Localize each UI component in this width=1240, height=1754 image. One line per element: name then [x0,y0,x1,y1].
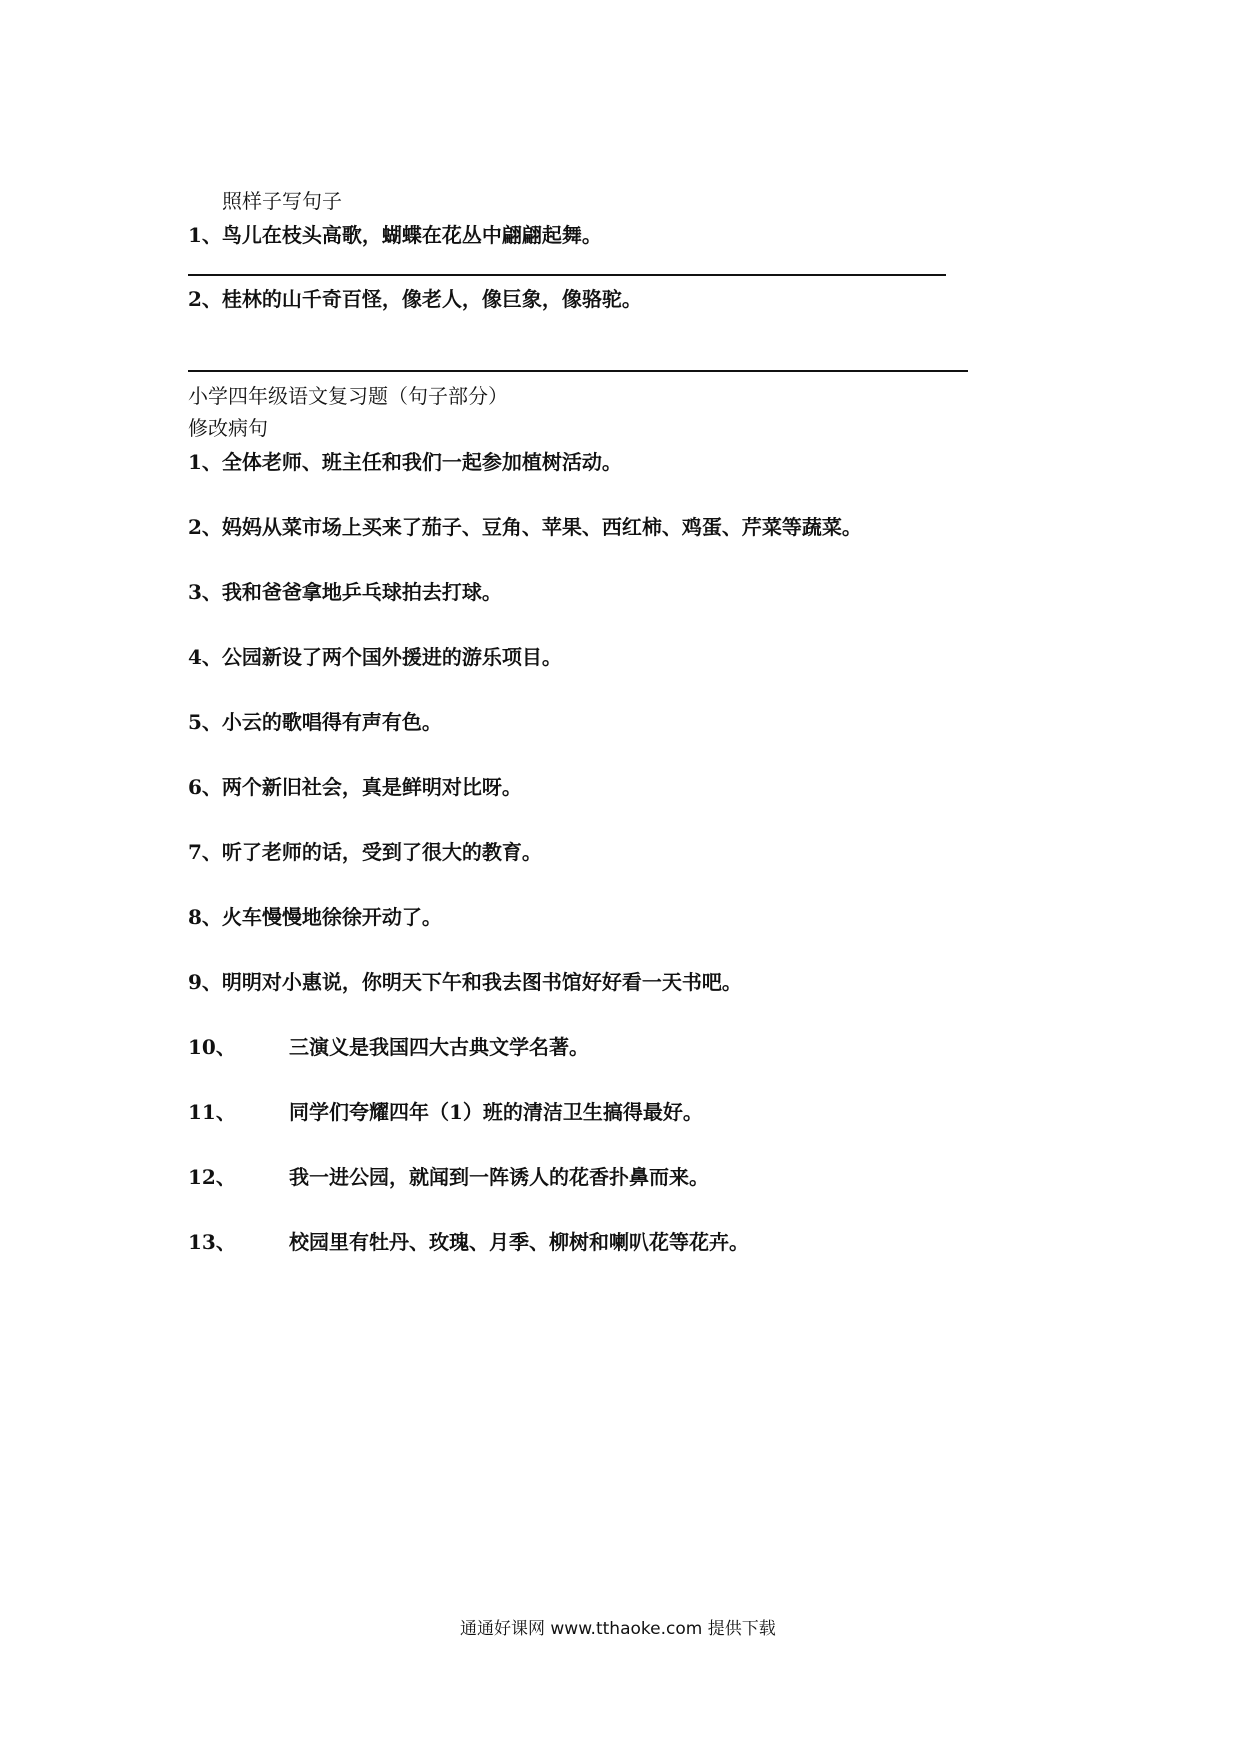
item-number: 6、 [188,775,222,799]
item-number: 9、 [188,970,222,994]
fix-item-5 [188,709,442,735]
item-number: 1、 [188,223,222,247]
fix-item-7 [188,839,542,865]
item-number: 12、 [188,1165,236,1189]
doc-title: 小学四年级语文复习题（句子部分） [188,384,508,408]
item-text: 全体老师、班主任和我们一起参加植树活动。 [221,450,622,474]
item-text: 我一进公园，就闻到一阵诱人的花香扑鼻而来。 [289,1165,709,1189]
fix-item-1 [188,449,622,475]
item-number: 11、 [188,1100,236,1124]
fix-item-9 [188,969,742,995]
item-text: 同学们夸耀四年（1）班的清洁卫生搞得最好。 [289,1100,703,1124]
item-number: 5、 [188,710,222,734]
fix-item-3 [188,579,502,605]
answer-line-1 [188,274,946,276]
example-heading: 照样子写句子 [222,189,342,213]
item-text: 两个新旧社会，真是鲜明对比呀。 [221,775,522,799]
answer-line-2 [188,370,968,372]
item-number: 7、 [188,840,222,864]
item-number: 2、 [188,515,222,539]
fix-heading: 修改病句 [188,416,268,440]
item-text: 公园新设了两个国外援进的游乐项目。 [221,645,562,669]
fix-item-11 [188,1099,703,1125]
item-text: 明明对小惠说，你明天下午和我去图书馆好好看一天书吧。 [221,970,742,994]
item-text: 小云的歌唱得有声有色。 [221,710,442,734]
item-text: 鸟儿在枝头高歌，蝴蝶在花丛中翩翩起舞。 [221,223,602,247]
item-text: 校园里有牡丹、玫瑰、月季、柳树和喇叭花等花卉。 [289,1230,749,1254]
page-footer: 通通好课网 www.tthaoke.com 提供下载 [460,1619,776,1639]
item-text: 妈妈从菜市场上买来了茄子、豆角、苹果、西红柿、鸡蛋、芹菜等蔬菜。 [221,515,862,539]
fix-item-4 [188,644,562,670]
item-text: 火车慢慢地徐徐开动了。 [221,905,442,929]
fix-item-8 [188,904,442,930]
example-item-2 [188,286,642,312]
fix-item-6 [188,774,522,800]
item-number: 1、 [188,450,222,474]
item-text: 听了老师的话，受到了很大的教育。 [221,840,542,864]
fix-item-13 [188,1229,749,1255]
fix-item-12 [188,1164,709,1190]
item-number: 3、 [188,580,222,604]
fix-item-2 [188,514,862,540]
fix-item-10 [188,1034,589,1060]
item-number: 10、 [188,1035,236,1059]
item-number: 4、 [188,645,222,669]
item-text: 桂林的山千奇百怪，像老人，像巨象，像骆驼。 [221,287,642,311]
item-text: 三演义是我国四大古典文学名著。 [289,1035,589,1059]
item-number: 8、 [188,905,222,929]
item-text: 我和爸爸拿地乒乓球拍去打球。 [221,580,502,604]
item-number: 13、 [188,1230,236,1254]
item-number: 2、 [188,287,222,311]
example-item-1 [188,222,602,248]
